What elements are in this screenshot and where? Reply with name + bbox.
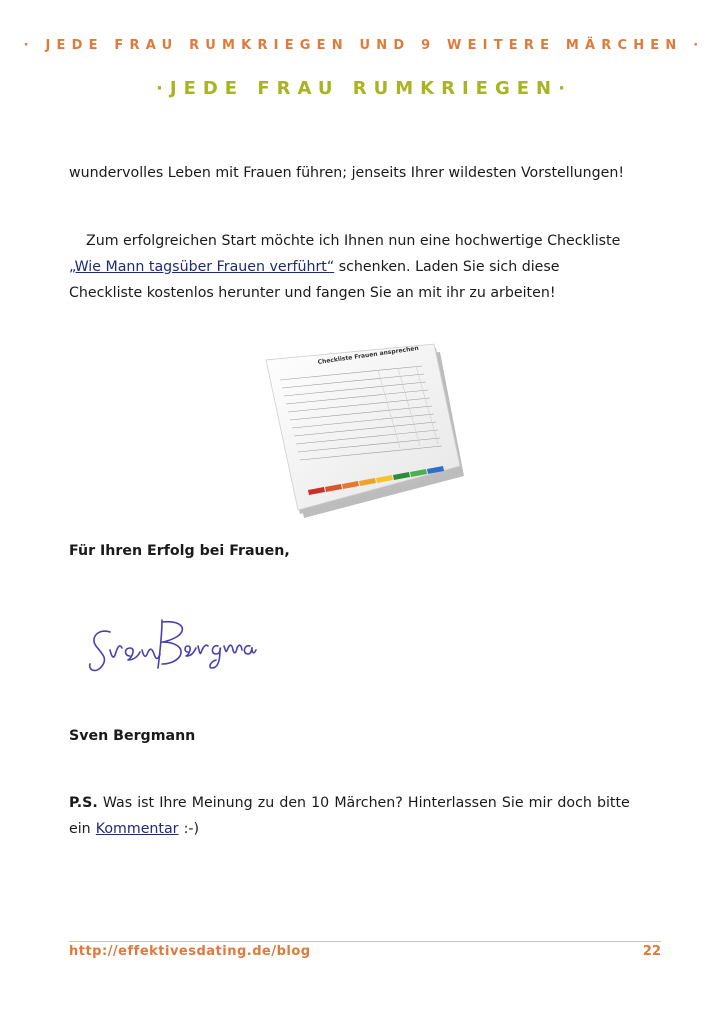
checklist-image	[258, 330, 478, 530]
checklist-link[interactable]: „Wie Mann tagsüber Frauen verführt“	[69, 259, 335, 275]
ps-line	[69, 816, 669, 842]
checklist-image-title: Checkliste Frauen ansprechen	[317, 344, 420, 366]
signature-text: Sven Bergmann	[84, 612, 92, 613]
paragraph-line: Checkliste kostenlos herunter und fangen Sie an mit ihr zu arbeiten!	[69, 285, 556, 301]
paragraph-checklist	[69, 228, 669, 306]
ps-paragraph	[69, 790, 669, 842]
footer-divider	[69, 941, 661, 942]
comment-link[interactable]: Kommentar	[95, 821, 179, 837]
ps-text: :-)	[178, 821, 200, 837]
page-number: 22	[642, 944, 661, 959]
footer-url[interactable]: http://effektivesdating.de/blog	[69, 944, 311, 959]
paragraph-text: schenken. Laden Sie sich diese	[334, 259, 560, 275]
signature-image	[84, 612, 264, 684]
paragraph-intro: wundervolles Leben mit Frauen führen; jenseits Ihrer wildesten Vorstellungen!	[69, 165, 625, 181]
ps-label: P.S.	[69, 795, 98, 811]
paragraph-line	[69, 254, 669, 280]
paragraph-line: Zum erfolgreichen Start möchte ich Ihnen nun eine hochwertige Checkliste	[86, 233, 621, 249]
chapter-title-header: ·JEDE FRAU RUMKRIEGEN·	[156, 78, 572, 99]
book-title-header: · JEDE FRAU RUMKRIEGEN UND 9 WEITERE MÄRCHEN ·	[23, 38, 705, 53]
ps-text: ein	[69, 821, 96, 837]
author-name: Sven Bergmann	[69, 728, 196, 744]
ps-text: Was ist Ihre Meinung zu den 10 Märchen? Hinterlassen Sie mir doch bitte	[97, 795, 630, 811]
ps-line	[69, 790, 669, 816]
closing-text: Für Ihren Erfolg bei Frauen,	[69, 543, 290, 559]
